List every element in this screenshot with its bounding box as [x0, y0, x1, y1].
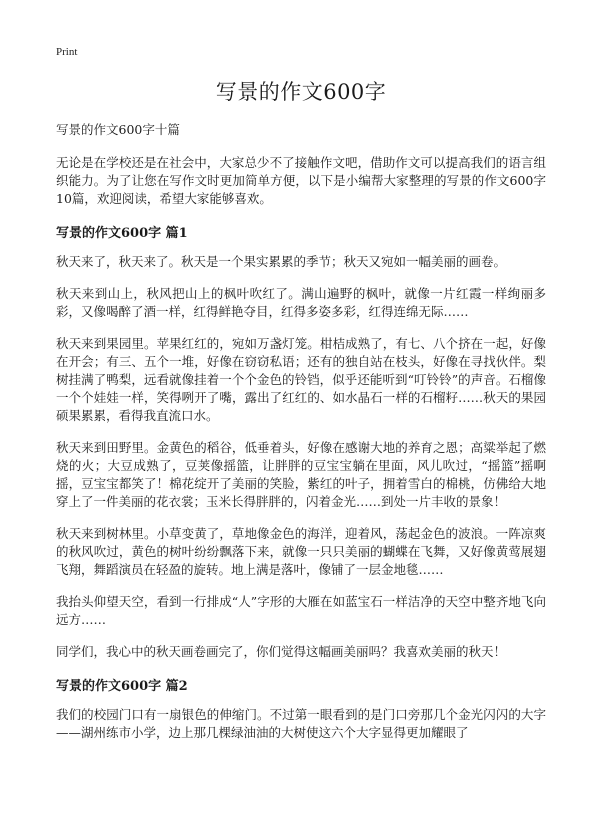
- section-heading: 写景的作文600字 篇2: [56, 679, 188, 694]
- paragraph: 我抬头仰望天空，看到一行排成“人”字形的大雁在如蓝宝石一样洁净的天空中整齐地飞向远方……: [56, 594, 546, 627]
- page-title: 写景的作文600字: [215, 80, 387, 104]
- print-link[interactable]: Print: [56, 46, 78, 58]
- paragraph: 秋天来到树林里。小草变黄了，草地像金色的海洋，迎着风，荡起金色的波浪。一阵凉爽的秋风吹过，黄色的树叶纷纷飘落下来，就像一只只美丽的蝴蝶在飞舞，又好像黄莺展翅飞翔，舞蹈演员在轻盈的旋转。地上满是落叶，像铺了一层金地毯……: [56, 526, 546, 577]
- paragraph: 同学们，我心中的秋天画卷画完了，你们觉得这幅画美丽吗？我喜欢美丽的秋天！: [56, 644, 507, 659]
- article-section-2: [56, 675, 546, 742]
- paragraph: 秋天来了，秋天来了。秋天是一个果实累累的季节；秋天又宛如一幅美丽的画卷。: [56, 254, 507, 269]
- section-heading: 写景的作文600字 篇1: [56, 226, 188, 241]
- document-body: [56, 76, 546, 756]
- paragraph: 我们的校园门口有一扇银色的伸缩门。不过第一眼看到的是门口旁那几个金光闪闪的大字——湖州练市小学，边上那几棵绿油油的大树使这六个大字显得更加耀眼了: [56, 707, 546, 740]
- paragraph: 秋天来到田野里。金黄色的稻谷，低垂着头，好像在感谢大地的养育之恩；高粱举起了燃烧的火；大豆成熟了，豆荚像摇篮，让胖胖的豆宝宝躺在里面，风儿吹过，“摇篮”摇啊摇，豆宝宝都笑了！棉花绽开了美丽的笑脸，紫红的叶子，拥着雪白的棉桃，仿佛给大地穿上了一件美丽的花衣裳；玉米长得胖胖的，闪着金光……到处一片丰收的景象！: [56, 440, 546, 509]
- article-section-1: [56, 222, 546, 661]
- intro-paragraph: 无论是在学校还是在社会中，大家总少不了接触作文吧，借助作文可以提高我们的语言组织能力。为了让您在写作文时更加简单方便，以下是小编帮大家整理的写景的作文600字10篇，欢迎阅读，希望大家能够喜欢。: [56, 155, 546, 206]
- paragraph: 秋天来到果园里。苹果红红的，宛如万盏灯笼。柑桔成熟了，有七、八个挤在一起，好像在开会；有三、五个一堆，好像在窃窃私语；还有的独自站在枝头，好像在寻找伙伴。梨树挂满了鸭梨，远看就像挂着一个个金色的铃铛，似乎还能听到“叮铃铃”的声音。石榴像一个个娃娃一样，笑得咧开了嘴，露出了红红的、如水晶石一样的石榴籽……秋天的果园硕果累累，看得我直流口水。: [56, 336, 546, 423]
- paragraph: 秋天来到山上，秋风把山上的枫叶吹红了。满山遍野的枫叶，就像一片红霞一样绚丽多彩，又像喝醉了酒一样，红得鲜艳夺目，红得多姿多彩，红得连绵无际……: [56, 286, 546, 319]
- document-subtitle: 写景的作文600字十篇: [56, 122, 180, 137]
